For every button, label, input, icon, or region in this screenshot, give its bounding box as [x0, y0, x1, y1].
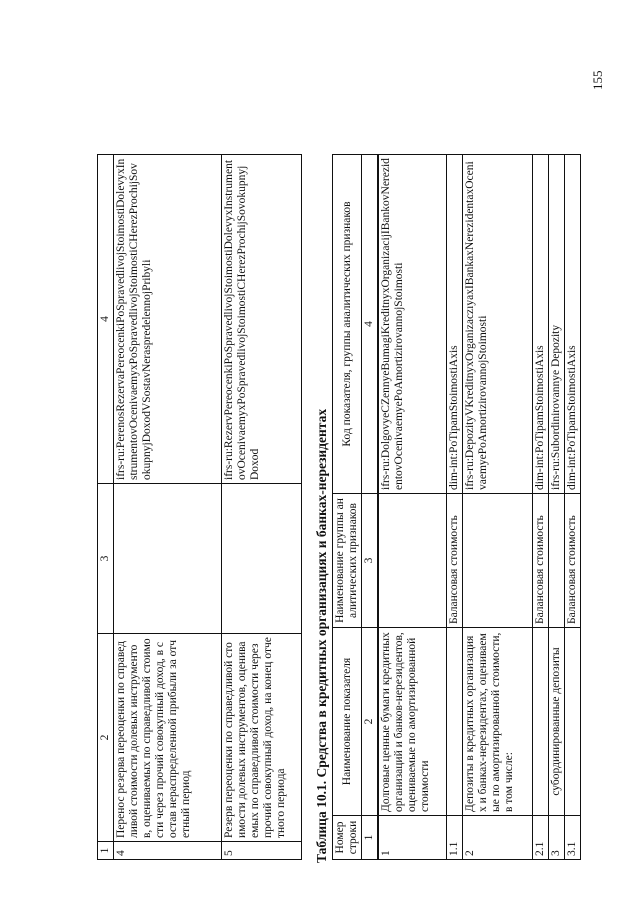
- row-group: [462, 494, 532, 628]
- row-number: 2: [462, 816, 532, 860]
- row-name: Резерв переоценки по справедливой стоимости долевых инструментов, оцениваемых по справедливой стоимости через прочий совокупный доход, на конец отчетного периода: [222, 634, 302, 842]
- table-caption: [314, 409, 330, 863]
- table-header-numbers-row: [362, 155, 379, 860]
- header-col-1: 1: [98, 842, 114, 860]
- header-number-3: 3: [362, 494, 379, 628]
- row-name: Перенос резерва переоценки по справедливой стоимости долевых инструментов, оцениваемых по справедливой стоимости через прочий совокупный доход, в состав нераспределенной прибыли за отчетный период: [114, 634, 222, 842]
- row-number: 3: [548, 816, 564, 860]
- table-row: [548, 155, 564, 860]
- table-row: [114, 155, 222, 860]
- row-number: 1: [378, 816, 446, 860]
- table-header-row: [98, 155, 114, 860]
- table-row: [222, 155, 302, 860]
- header-name: Наименование показателя: [333, 628, 362, 816]
- row-name: [446, 628, 462, 816]
- table-row: [462, 155, 532, 860]
- row-code: ifrs-ru:DepozityVKreditnyxOrganizaczıyaxIBankaxNerezidentaxOcenivaemyePoAmortizirovannojStoimosti: [462, 155, 532, 494]
- row-code: dim-int:PoTipamStoimostiAxis: [446, 155, 462, 494]
- assets-in-credit-orgs-table: [332, 154, 581, 860]
- caption-title: Средства в кредитных организациях и банках-нерезидентах: [314, 408, 329, 778]
- row-group: [378, 494, 446, 628]
- row-group: Балансовая стоимость: [532, 494, 548, 628]
- row-name: [532, 628, 548, 816]
- row-group: [222, 484, 302, 634]
- header-group: Наименование группы аналитических признаков: [333, 494, 362, 628]
- row-number: 3.1: [564, 816, 580, 860]
- row-name: Депозиты в кредитных организациях и банках-нерезидентах, оцениваемые по амортизированной стоимости, в том числе:: [462, 628, 532, 816]
- row-name: [564, 628, 580, 816]
- row-group: Балансовая стоимость: [564, 494, 580, 628]
- header-number: Номер строки: [333, 816, 362, 860]
- table-row: [532, 155, 548, 860]
- header-col-3: 3: [98, 484, 114, 634]
- row-code: ifrs-ru:DolgovyeCZennyeBumagiKreditnyxOrganizacijIBankovNerezidentovOcenivaemyePoAmortizirovannojStoimosti: [378, 155, 446, 494]
- page-number: 155: [590, 70, 605, 90]
- row-code: dim-int:PoTipamStoimostiAxis: [564, 155, 580, 494]
- row-number: 2.1: [532, 816, 548, 860]
- row-group: Балансовая стоимость: [446, 494, 462, 628]
- row-number: 4: [114, 842, 222, 860]
- row-code: dim-int:PoTipamStoimostiAxis: [532, 155, 548, 494]
- row-code: ifrs-ru:RezervPereocenkiPoSpravedlivojStoimostiDolevyxInstrumentovOcenivaemyxPoSpravedlivojStoimostiCHerezProchijSovokupnyjDoxod: [222, 155, 302, 484]
- continuation-table: [97, 154, 302, 860]
- row-code: ifrs-ru:PerenosRezervaPereocenkiPoSpravedlivojStoimostiDolevyxInstrumentovOcenivaemyxPoSpravedlivojStoimostiCHerezProchijSovokupnyjDoxodVSostavNeraspredelennojPribyli: [114, 155, 222, 484]
- header-number-4: 4: [362, 155, 379, 494]
- row-number: 1.1: [446, 816, 462, 860]
- row-group: [114, 484, 222, 634]
- header-number-1: 1: [362, 816, 379, 860]
- caption-label: Таблица 10.1.: [314, 780, 329, 863]
- header-col-2: 2: [98, 634, 114, 842]
- row-name: Долговые ценные бумаги кредитных организаций и банков-нерезидентов, оцениваемые по амортизированной стоимости: [378, 628, 446, 816]
- header-code: Код показателя, группы аналитических признаков: [333, 155, 362, 494]
- table-header-row: [333, 155, 362, 860]
- table-row: [564, 155, 580, 860]
- row-name: субординированные депозиты: [548, 628, 564, 816]
- table-row: [446, 155, 462, 860]
- header-col-4: 4: [98, 155, 114, 484]
- row-number: 5: [222, 842, 302, 860]
- header-number-2: 2: [362, 628, 379, 816]
- row-group: [548, 494, 564, 628]
- table-row: [378, 155, 446, 860]
- row-code: ifrs-ru:Subordinirovannye Depozity: [548, 155, 564, 494]
